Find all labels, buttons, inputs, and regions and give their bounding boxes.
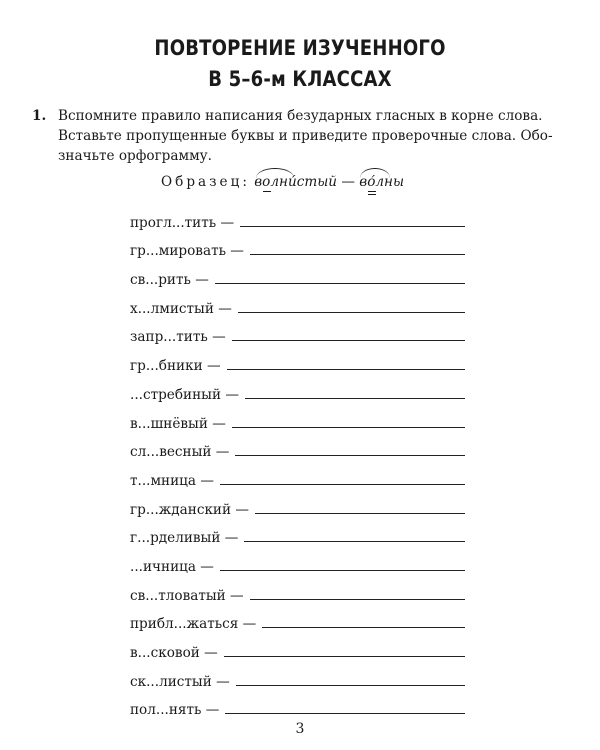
orthogram-underline-mark [263,191,271,192]
exercise-word: ...стребиный — [130,386,239,403]
list-item [130,232,465,261]
list-item [130,576,465,605]
sample-label: Образец: [161,174,250,190]
exercise-word: прибл...жаться — [130,616,257,633]
exercise-word: г...рделивый — [130,530,239,547]
task-text [58,106,570,166]
answer-line[interactable] [250,253,465,255]
check-underline-mark-2 [368,194,376,195]
task-line-2: Вставьте пропущенные буквы и приведите проверочные слова. Обо- [58,128,553,144]
task-line-1: Вспомните правило написания безударных гласных в корне слова. [58,108,543,124]
answer-line[interactable] [225,712,465,714]
page-number: 3 [295,721,305,737]
answer-line[interactable] [224,655,465,657]
page-title [42,33,558,95]
answer-line[interactable] [250,598,465,600]
exercise-word: св...рить — [130,272,209,289]
exercise-word: гр...бники — [130,358,221,375]
list-item [130,605,465,634]
exercise-word: ...ичница — [130,558,214,575]
list-item [130,662,465,691]
list-item [130,375,465,404]
list-item [130,519,465,548]
list-item [130,490,465,519]
answer-line[interactable] [220,483,465,485]
exercise-word: сл...весный — [130,444,230,461]
task-instructions [32,106,570,166]
list-item [130,547,465,576]
answer-line[interactable] [227,368,465,370]
sample-word [254,174,341,190]
task-line-3: значьте орфограмму. [58,148,212,164]
list-item [130,433,465,462]
list-item [130,461,465,490]
answer-line[interactable] [236,684,465,686]
title-line-1: ПОВТОРЕНИЕ ИЗУЧЕННОГО [154,36,446,60]
sample-dash: — [341,174,355,190]
exercise-word: в...сковой — [130,645,218,661]
answer-line[interactable] [232,339,465,341]
word-list [130,203,465,719]
task-number: 1. [32,108,47,124]
exercise-word: запр...тить — [130,329,226,346]
check-underline-mark-1 [368,191,376,192]
title-line-2: В 5–6-м КЛАССАХ [208,67,392,91]
sample-check-word [359,174,404,190]
answer-line[interactable] [238,311,465,313]
check-root-arc-mark [360,168,390,178]
root-arc-mark [256,168,294,178]
answer-line[interactable] [232,426,465,428]
answer-line[interactable] [220,569,465,571]
exercise-word: гр...жданский — [130,501,249,518]
answer-line[interactable] [240,225,465,227]
exercise-word: св...тловатый — [130,587,244,604]
sample-check-text: во́лны [359,174,405,190]
exercise-word: гр...мировать — [130,243,244,260]
exercise-word: ск...листый — [130,673,230,690]
exercise-word: прогл...тить — [130,214,235,231]
answer-line[interactable] [235,454,465,456]
list-item [130,404,465,433]
exercise-word: в...шнёвый — [130,415,226,432]
answer-line[interactable] [255,512,465,514]
sample-example [161,172,404,192]
exercise-word: пол...нять — [130,702,220,719]
sample-word-text: волни́стый [254,174,338,190]
exercise-word: х...лмистый — [130,300,232,317]
list-item [130,691,465,720]
list-item [130,346,465,375]
answer-line[interactable] [262,626,465,628]
list-item [130,260,465,289]
answer-line[interactable] [245,397,465,399]
list-item [130,203,465,232]
list-item [130,289,465,318]
exercise-word: т...мница — [130,472,214,489]
answer-line[interactable] [215,282,465,284]
list-item [130,633,465,662]
list-item [130,318,465,347]
answer-line[interactable] [244,540,465,542]
